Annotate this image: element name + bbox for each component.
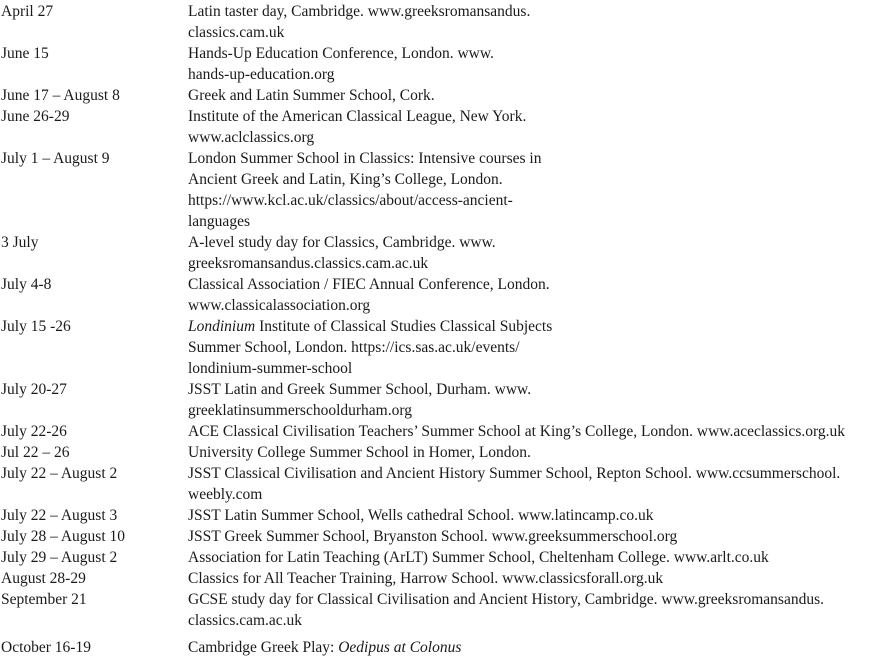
event-description xyxy=(188,526,892,547)
text-segment: ACE Classical Civilisation Teachers’ Summer School at King’s College, London. www.aceclassics.org.uk xyxy=(188,423,845,440)
description-line xyxy=(188,253,892,274)
description-line xyxy=(188,148,892,169)
description-line xyxy=(188,547,892,568)
text-segment: JSST Latin Summer School, Wells cathedral School. www.latincamp.co.uk xyxy=(188,507,654,524)
text-segment: greeksromansandus.classics.cam.ac.uk xyxy=(188,255,429,272)
event-row xyxy=(0,316,892,379)
text-segment: weebly.com xyxy=(188,486,263,503)
event-date: June 26-29 xyxy=(1,108,70,125)
description-line xyxy=(188,637,892,658)
text-segment: Oedipus at Colonus xyxy=(338,639,462,656)
event-row xyxy=(0,148,892,232)
text-segment: JSST Latin and Greek Summer School, Durham. www. xyxy=(188,381,532,398)
text-segment: www.classicalassociation.org xyxy=(188,297,371,314)
text-segment: Ancient Greek and Latin, King’s College, London. xyxy=(188,171,503,188)
event-row xyxy=(0,463,892,505)
text-segment: languages xyxy=(188,213,250,230)
text-segment: classics.cam.ac.uk xyxy=(188,612,303,629)
text-segment: classics.cam.uk xyxy=(188,24,285,41)
event-description xyxy=(188,421,892,442)
description-line xyxy=(188,127,892,148)
event-list xyxy=(0,1,892,658)
description-line xyxy=(188,568,892,589)
description-line xyxy=(188,85,892,106)
text-segment: JSST Greek Summer School, Bryanston School. www.greeksummerschool.org xyxy=(188,528,678,545)
event-description xyxy=(188,85,892,106)
description-line xyxy=(188,211,892,232)
description-line xyxy=(188,106,892,127)
event-row xyxy=(0,274,892,316)
event-row xyxy=(0,526,892,547)
event-description xyxy=(188,379,892,421)
text-segment: Association for Latin Teaching (ArLT) Summer School, Cheltenham College. www.arlt.co.uk xyxy=(188,549,769,566)
description-line xyxy=(188,295,892,316)
description-line xyxy=(188,526,892,547)
event-row xyxy=(0,637,892,658)
text-segment: hands-up-education.org xyxy=(188,66,335,83)
description-line xyxy=(188,43,892,64)
description-line xyxy=(188,232,892,253)
text-segment: Institute of the American Classical League, New York. xyxy=(188,108,527,125)
event-description xyxy=(188,547,892,568)
event-row xyxy=(0,106,892,148)
text-segment: JSST Classical Civilisation and Ancient History Summer School, Repton School. www.ccsummerschool. xyxy=(188,465,841,482)
text-segment: londinium-summer-school xyxy=(188,360,353,377)
event-date: Jul 22 – 26 xyxy=(1,444,70,461)
event-row xyxy=(0,505,892,526)
event-description xyxy=(188,1,892,43)
event-row xyxy=(0,442,892,463)
event-row xyxy=(0,421,892,442)
text-segment: Classical Association / FIEC Annual Conference, London. xyxy=(188,276,550,293)
event-description xyxy=(188,589,892,631)
event-date: 3 July xyxy=(1,234,39,251)
event-date: July 20-27 xyxy=(1,381,67,398)
text-segment: Classics for All Teacher Training, Harrow School. www.classicsforall.org.uk xyxy=(188,570,664,587)
event-row xyxy=(0,85,892,106)
event-row xyxy=(0,547,892,568)
event-row xyxy=(0,589,892,631)
event-row xyxy=(0,1,892,43)
event-date: July 22 – August 3 xyxy=(1,507,118,524)
description-line xyxy=(188,169,892,190)
text-segment: Londinium xyxy=(188,318,256,335)
event-date: June 17 – August 8 xyxy=(1,87,120,104)
description-line xyxy=(188,442,892,463)
description-line xyxy=(188,610,892,631)
event-row xyxy=(0,568,892,589)
event-description xyxy=(188,568,892,589)
event-description xyxy=(188,316,892,379)
event-description xyxy=(188,106,892,148)
event-row xyxy=(0,232,892,274)
event-description xyxy=(188,274,892,316)
description-line xyxy=(188,337,892,358)
description-line xyxy=(188,400,892,421)
event-description xyxy=(188,637,892,658)
description-line xyxy=(188,484,892,505)
description-line xyxy=(188,1,892,22)
description-line xyxy=(188,274,892,295)
description-line xyxy=(188,358,892,379)
event-date: July 22-26 xyxy=(1,423,67,440)
event-date: September 21 xyxy=(1,591,87,608)
text-segment: www.aclclassics.org xyxy=(188,129,315,146)
event-row xyxy=(0,379,892,421)
text-segment: A-level study day for Classics, Cambridge. www. xyxy=(188,234,496,251)
text-segment: London Summer School in Classics: Intensive courses in xyxy=(188,150,542,167)
text-segment: greeklatinsummerschooldurham.org xyxy=(188,402,412,419)
text-segment: Greek and Latin Summer School, Cork. xyxy=(188,87,435,104)
event-date: July 15 -26 xyxy=(1,318,71,335)
description-line xyxy=(188,64,892,85)
description-line xyxy=(188,22,892,43)
text-segment: Latin taster day, Cambridge. www.greeksromansandus. xyxy=(188,3,531,20)
event-date: October 16-19 xyxy=(1,639,91,656)
description-line xyxy=(188,421,892,442)
event-row xyxy=(0,43,892,85)
event-date: June 15 xyxy=(1,45,49,62)
description-line xyxy=(188,379,892,400)
event-date: August 28-29 xyxy=(1,570,86,587)
event-date: July 28 – August 10 xyxy=(1,528,126,545)
event-description xyxy=(188,463,892,505)
event-date: July 1 – August 9 xyxy=(1,150,110,167)
event-description xyxy=(188,232,892,274)
description-line xyxy=(188,190,892,211)
description-line xyxy=(188,316,892,337)
event-description xyxy=(188,148,892,232)
event-description xyxy=(188,43,892,85)
event-date: July 22 – August 2 xyxy=(1,465,118,482)
text-segment: Summer School, London. https://ics.sas.ac.uk/events/ xyxy=(188,339,520,356)
text-segment: GCSE study day for Classical Civilisation and Ancient History, Cambridge. www.greeksromansandus. xyxy=(188,591,824,608)
text-segment: University College Summer School in Homer, London. xyxy=(188,444,531,461)
event-date: July 29 – August 2 xyxy=(1,549,118,566)
description-line xyxy=(188,589,892,610)
event-description xyxy=(188,442,892,463)
description-line xyxy=(188,505,892,526)
text-segment: Cambridge Greek Play: xyxy=(188,639,339,656)
event-date: July 4-8 xyxy=(1,276,52,293)
text-segment: Institute of Classical Studies Classical Subjects xyxy=(255,318,553,335)
text-segment: Hands-Up Education Conference, London. www. xyxy=(188,45,494,62)
text-segment: https://www.kcl.ac.uk/classics/about/access-ancient- xyxy=(188,192,513,209)
event-date: April 27 xyxy=(1,3,54,20)
description-line xyxy=(188,463,892,484)
event-description xyxy=(188,505,892,526)
